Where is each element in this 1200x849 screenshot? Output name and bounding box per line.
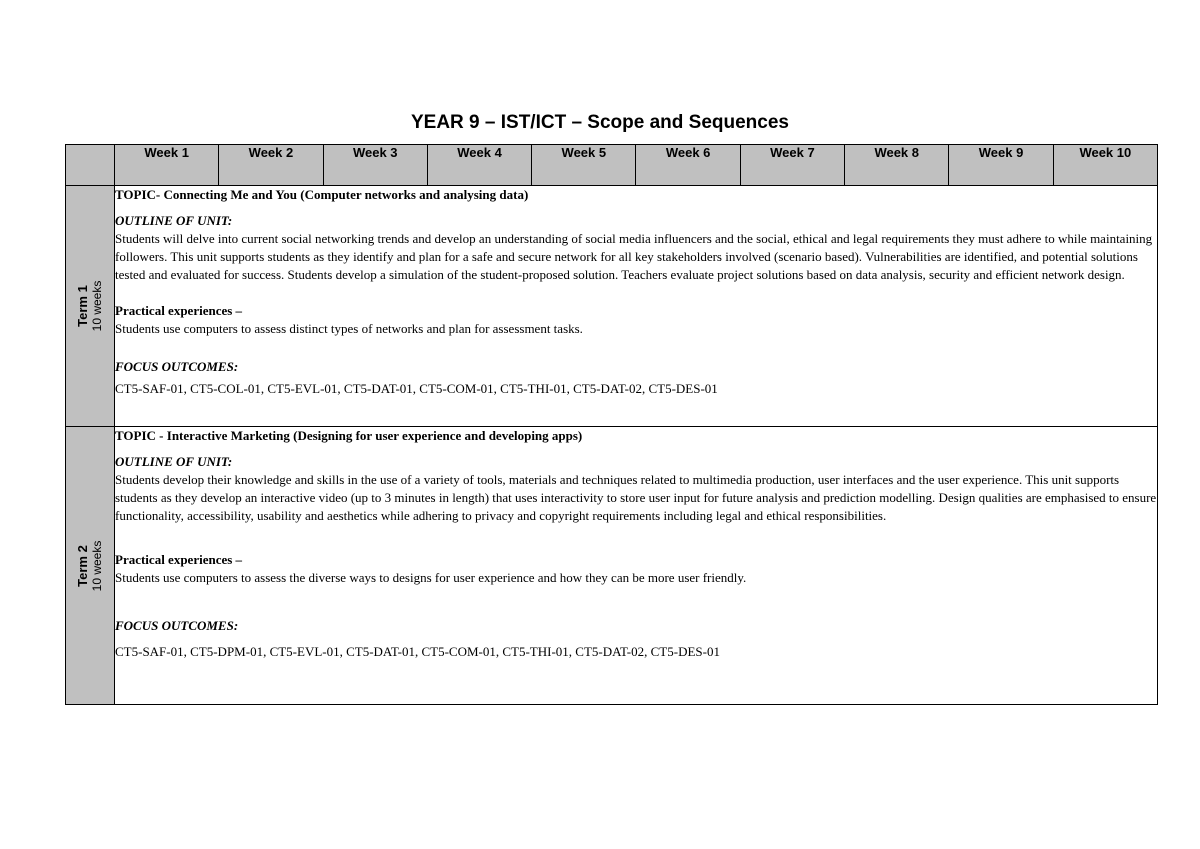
term-duration: 10 weeks (90, 540, 104, 591)
term-row-2 (66, 427, 1158, 705)
outline-heading: OUTLINE OF UNIT: (115, 213, 233, 228)
week-header: Week 1 (115, 145, 219, 186)
week-header: Week 5 (532, 145, 636, 186)
term-name: Term 2 (75, 544, 90, 587)
outline-heading: OUTLINE OF UNIT: (115, 454, 233, 469)
practical-heading: Practical experiences – (115, 303, 243, 318)
practical-text: Students use computers to assess distinct types of networks and plan for assessment tasks. (115, 321, 583, 336)
term-content-cell (115, 186, 1158, 427)
topic-heading: TOPIC- Connecting Me and You (Computer networks and analysing data) (115, 187, 529, 202)
scope-sequence-table (65, 144, 1158, 705)
week-header-row (66, 145, 1158, 186)
page-title: YEAR 9 – IST/ICT – Scope and Sequences (410, 112, 789, 133)
week-header: Week 10 (1053, 145, 1157, 186)
week-header: Week 9 (949, 145, 1053, 186)
term-row-1 (66, 186, 1158, 427)
outline-text: Students develop their knowledge and skills in the use of a variety of tools, materials and techniques related to multimedia production, user interfaces and the user experience. This unit supports students as they develop an interactive video (up to 3 minutes in length) that uses interactivity to store user input for future analysis and prediction modelling. Design qualities are emphasised to ensure functionality, accessibility, usability and aesthetics while adhering to privacy and copyright requirements including legal and ethical responsibilities. (115, 472, 1157, 523)
term-label-cell (66, 427, 115, 705)
outline-text: Students will delve into current social networking trends and develop an understanding of social media influencers and the social, ethical and legal requirements they must adhere to while maintaining followers. This unit supports students as they identify and plan for a safe and secure network for all key stakeholders involved (scenario based). Vulnerabilities are identified, and potential solutions tested and evaluated for success. Students develop a simulation of the student-proposed solution. Teachers evaluate project solutions based on data analysis, security and efficient network design. (115, 231, 1153, 282)
week-header: Week 2 (219, 145, 323, 186)
focus-outcomes-list: CT5-SAF-01, CT5-COL-01, CT5-EVL-01, CT5-DAT-01, CT5-COM-01, CT5-THI-01, CT5-DAT-02, CT5-DES-01 (115, 381, 718, 396)
term-label-cell (66, 186, 115, 427)
week-header: Week 8 (845, 145, 949, 186)
week-header: Week 6 (636, 145, 740, 186)
practical-text: Students use computers to assess the diverse ways to designs for user experience and how they can be more user friendly. (115, 570, 747, 585)
term-name: Term 1 (75, 285, 90, 327)
week-header: Week 4 (427, 145, 531, 186)
focus-outcomes-list: CT5-SAF-01, CT5-DPM-01, CT5-EVL-01, CT5-DAT-01, CT5-COM-01, CT5-THI-01, CT5-DAT-02, CT5-DES-01 (115, 644, 720, 659)
week-header: Week 7 (740, 145, 844, 186)
focus-outcomes-heading: FOCUS OUTCOMES: (115, 618, 239, 633)
term-duration: 10 weeks (90, 280, 104, 332)
corner-cell (66, 145, 115, 186)
week-header: Week 3 (323, 145, 427, 186)
term-content-cell (115, 427, 1158, 705)
focus-outcomes-heading: FOCUS OUTCOMES: (115, 359, 239, 374)
topic-heading: TOPIC - Interactive Marketing (Designing for user experience and developing apps) (115, 428, 583, 443)
practical-heading: Practical experiences – (115, 552, 243, 567)
